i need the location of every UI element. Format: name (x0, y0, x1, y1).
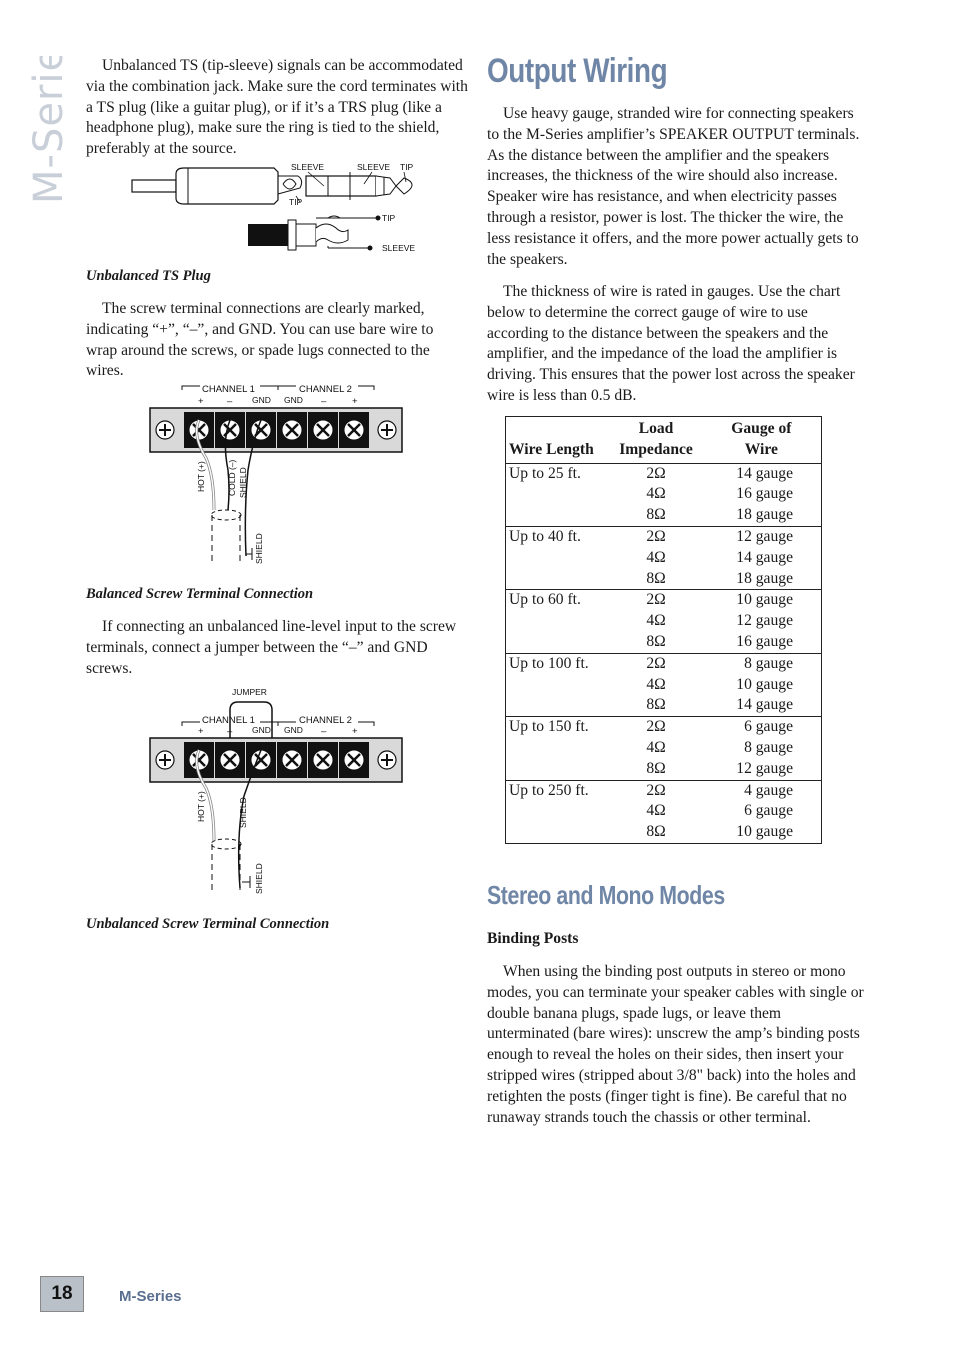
label-tip-3: TIP (382, 213, 396, 223)
label-shield-b1: SHIELD (238, 797, 248, 828)
heading-output-wiring: Output Wiring (487, 52, 668, 90)
gauge-value: 8 gauge (744, 738, 793, 756)
cell-impedance (610, 463, 701, 526)
label-shield-1: SHIELD (238, 467, 248, 498)
caption-ts-plug: Unbalanced TS Plug (86, 268, 211, 284)
label-channel-2: CHANNEL 2 (299, 384, 352, 395)
balanced-terminal-figure (148, 380, 408, 570)
gauge-value: 6 gauge (744, 802, 793, 820)
label-gnd-2-b: GND (284, 725, 303, 735)
impedance-value: 4Ω (646, 802, 666, 820)
ts-plug-figure (128, 158, 428, 258)
label-channel-2-b: CHANNEL 2 (299, 715, 352, 726)
mount-screw-left (156, 421, 174, 439)
label-sleeve-3: SLEEVE (382, 243, 416, 253)
label-shield-b2: SHIELD (254, 863, 264, 894)
impedance-value: 8Ω (646, 632, 666, 650)
mount-screw-right (378, 421, 396, 439)
cell-gauge (702, 653, 822, 716)
heading-stereo-mono: Stereo and Mono Modes (487, 880, 725, 910)
gauge-value: 4 gauge (744, 781, 793, 799)
table-row (506, 463, 822, 526)
impedance-value: 2Ω (646, 527, 666, 545)
label-jumper: JUMPER (232, 687, 267, 697)
gauge-value: 8 gauge (744, 654, 793, 672)
label-minus-1-b: – (227, 726, 233, 737)
gauge-value: 14 gauge (736, 696, 793, 714)
cell-gauge (702, 590, 822, 653)
header-gauge-line-1: Gauge of (731, 420, 792, 437)
right-para-2: The thickness of wire is rated in gauges. Use the chart below to determine the correct gauge of wire to use according to the distance between the speakers and the amplifier, and the impedance of the load the amplifier is driving. This ensures that the power lost across the speaker wire is less than 0.5 dB. (487, 283, 855, 404)
gauge-table (505, 416, 822, 844)
gauge-value: 18 gauge (736, 569, 793, 587)
label-hot: HOT (+) (196, 461, 206, 492)
unbalanced-terminal-figure (148, 686, 408, 898)
label-cold: COLD (–) (227, 459, 237, 496)
table-row (506, 780, 822, 843)
impedance-value: 4Ω (646, 548, 666, 566)
table-row (506, 526, 822, 589)
mount-screw-left-b (156, 751, 174, 769)
impedance-value: 8Ω (646, 759, 666, 777)
footer-product: M-Series (119, 1288, 182, 1305)
cell-wire-length: Up to 60 ft. (506, 590, 611, 653)
gauge-value: 12 gauge (736, 759, 793, 777)
table-row (506, 653, 822, 716)
caption-unbalanced: Unbalanced Screw Terminal Connection (86, 916, 330, 932)
side-title (24, 56, 84, 206)
impedance-value: 2Ω (646, 781, 666, 799)
label-gnd-2: GND (284, 395, 303, 405)
impedance-value: 2Ω (646, 591, 666, 609)
cell-wire-length: Up to 250 ft. (506, 780, 611, 843)
header-wire-length: Wire Length (506, 417, 611, 464)
label-shield-2: SHIELD (254, 533, 264, 564)
gauge-value: 10 gauge (736, 823, 793, 841)
side-title-text: M-Series (26, 56, 72, 204)
cell-gauge (702, 526, 822, 589)
gauge-value: 10 gauge (736, 675, 793, 693)
label-plus-2: + (352, 396, 358, 407)
label-plus-2-b: + (352, 726, 358, 737)
left-para-1: Unbalanced TS (tip-sleeve) signals can be accommodated via the combination jack. Make sure the cord terminates with a TS plug (like a guitar plug), or if it’s a TRS plug (like a headphone plug), make sure the ring is tied to the shield, preferably at the source. (86, 57, 468, 158)
label-plus-1: + (198, 396, 204, 407)
gauge-value: 16 gauge (736, 485, 793, 503)
label-tip-1: TIP (400, 162, 414, 172)
impedance-value: 8Ω (646, 569, 666, 587)
cell-impedance (610, 780, 701, 843)
cell-wire-length: Up to 100 ft. (506, 653, 611, 716)
cell-impedance (610, 653, 701, 716)
header-load-line-1: Load (638, 420, 674, 437)
impedance-value: 4Ω (646, 675, 666, 693)
impedance-value: 2Ω (646, 464, 666, 482)
header-load-impedance (610, 417, 701, 464)
label-minus-2: – (321, 396, 327, 407)
gauge-value: 10 gauge (736, 591, 793, 609)
cell-impedance (610, 526, 701, 589)
subheading-binding-posts: Binding Posts (487, 930, 579, 947)
mount-screw-right-b (378, 751, 396, 769)
label-tip-2: TIP (289, 197, 303, 207)
left-para-2: The screw terminal connections are clearly marked, indicating “+”, “–”, and GND. You can use bare wire to wrap around the screws, or spade lugs connected to the wires. (86, 300, 434, 380)
gauge-value: 12 gauge (736, 527, 793, 545)
cell-gauge (702, 780, 822, 843)
gauge-value: 12 gauge (736, 612, 793, 630)
right-para-1: Use heavy gauge, stranded wire for connecting speakers to the M-Series amplifier’s SPEAKER OUTPUT terminals. As the distance between the amplifier and the speakers increases, the thickness of the wire should also increase. Speaker wire has resistance, and when electricity passes through a resistor, power is lost. The thicker the wire, the less resistance it offers, and the more power actually gets to the speakers. (487, 105, 860, 268)
cell-wire-length: Up to 40 ft. (506, 526, 611, 589)
impedance-value: 2Ω (646, 654, 666, 672)
impedance-value: 4Ω (646, 738, 666, 756)
cell-impedance (610, 717, 701, 780)
impedance-value: 2Ω (646, 718, 666, 736)
cell-gauge (702, 717, 822, 780)
impedance-value: 8Ω (646, 823, 666, 841)
label-minus-2-b: – (321, 726, 327, 737)
impedance-value: 4Ω (646, 485, 666, 503)
gauge-value: 6 gauge (744, 718, 793, 736)
table-row (506, 717, 822, 780)
impedance-value: 4Ω (646, 612, 666, 630)
caption-balanced: Balanced Screw Terminal Connection (86, 586, 314, 602)
label-plus-1-b: + (198, 726, 204, 737)
gauge-value: 16 gauge (736, 632, 793, 650)
label-sleeve-1: SLEEVE (291, 162, 325, 172)
impedance-value: 8Ω (646, 506, 666, 524)
table-row (506, 590, 822, 653)
right-para-3: When using the binding post outputs in stereo or mono modes, you can terminate your speaker cables with single or double banana plugs, spade lugs, or leave them unterminated (bare wires): unscrew the amp’s binding posts enough to reveal the holes on their sides, then insert your stripped wires (stripped about 3/8" back) into the holes and retighten the posts (finger tight is fine). Be careful that no runaway strands touch the chassis or other terminal. (487, 963, 864, 1126)
gauge-value: 14 gauge (736, 464, 793, 482)
label-sleeve-2: SLEEVE (357, 162, 391, 172)
label-channel-1-b: CHANNEL 1 (202, 715, 255, 726)
cell-wire-length: Up to 150 ft. (506, 717, 611, 780)
gauge-value: 14 gauge (736, 548, 793, 566)
label-minus-1: – (227, 396, 233, 407)
left-para-3: If connecting an unbalanced line-level input to the screw terminals, connect a jumper between the “–” and GND screws. (86, 618, 457, 677)
label-gnd-1: GND (252, 395, 271, 405)
label-channel-1: CHANNEL 1 (202, 384, 255, 395)
gauge-value: 18 gauge (736, 506, 793, 524)
header-gauge-line-2: Wire (744, 440, 778, 458)
label-gnd-1-b: GND (252, 725, 271, 735)
page-number: 18 (40, 1276, 84, 1312)
cell-wire-length: Up to 25 ft. (506, 463, 611, 526)
impedance-value: 8Ω (646, 696, 666, 714)
header-load-line-2: Impedance (619, 440, 693, 458)
cell-impedance (610, 590, 701, 653)
header-gauge (702, 417, 822, 464)
cell-gauge (702, 463, 822, 526)
label-hot-b: HOT (+) (196, 791, 206, 822)
